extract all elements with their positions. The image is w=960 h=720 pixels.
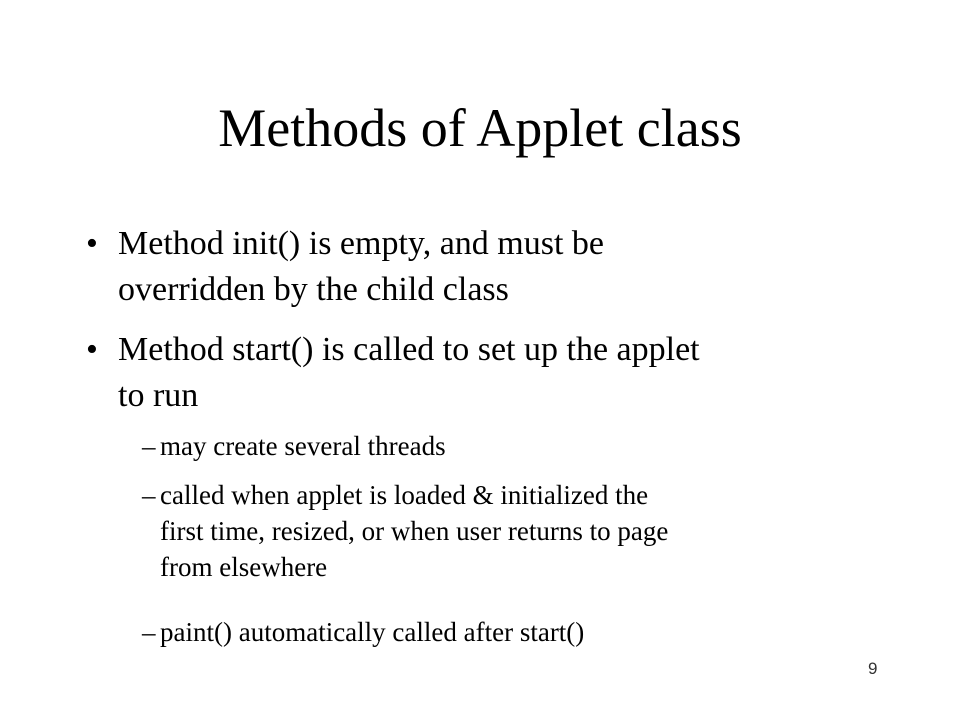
bullet-text-line: overridden by the child class — [118, 271, 509, 308]
subbullet-text-line: may create several threads — [160, 431, 446, 461]
bullet-marker: • — [86, 225, 98, 262]
bullet-marker: • — [86, 331, 98, 368]
subbullet-marker: – — [142, 617, 156, 647]
bullet-text — [118, 327, 888, 419]
subbullet-text — [160, 614, 900, 650]
subbullet-text — [160, 477, 900, 585]
subbullet-marker: – — [142, 431, 156, 461]
page-number: 9 — [868, 659, 878, 678]
subbullet-text-line: paint() automatically called after start() — [160, 617, 585, 647]
bullet-text-line: Method init() is empty, and must be — [118, 225, 605, 262]
subbullet-marker: – — [142, 480, 156, 510]
bullet-text-line: Method start() is called to set up the applet — [118, 331, 700, 368]
subbullet-text-line: from elsewhere — [160, 552, 328, 582]
bullet-text-line: to run — [118, 377, 199, 414]
subbullet-text — [160, 428, 900, 464]
subbullet-text-line: called when applet is loaded & initialized the — [160, 480, 649, 510]
slide-title: Methods of Applet class — [218, 98, 742, 158]
bullet-text — [118, 221, 888, 313]
subbullet-text-line: first time, resized, or when user returns to page — [160, 516, 669, 546]
